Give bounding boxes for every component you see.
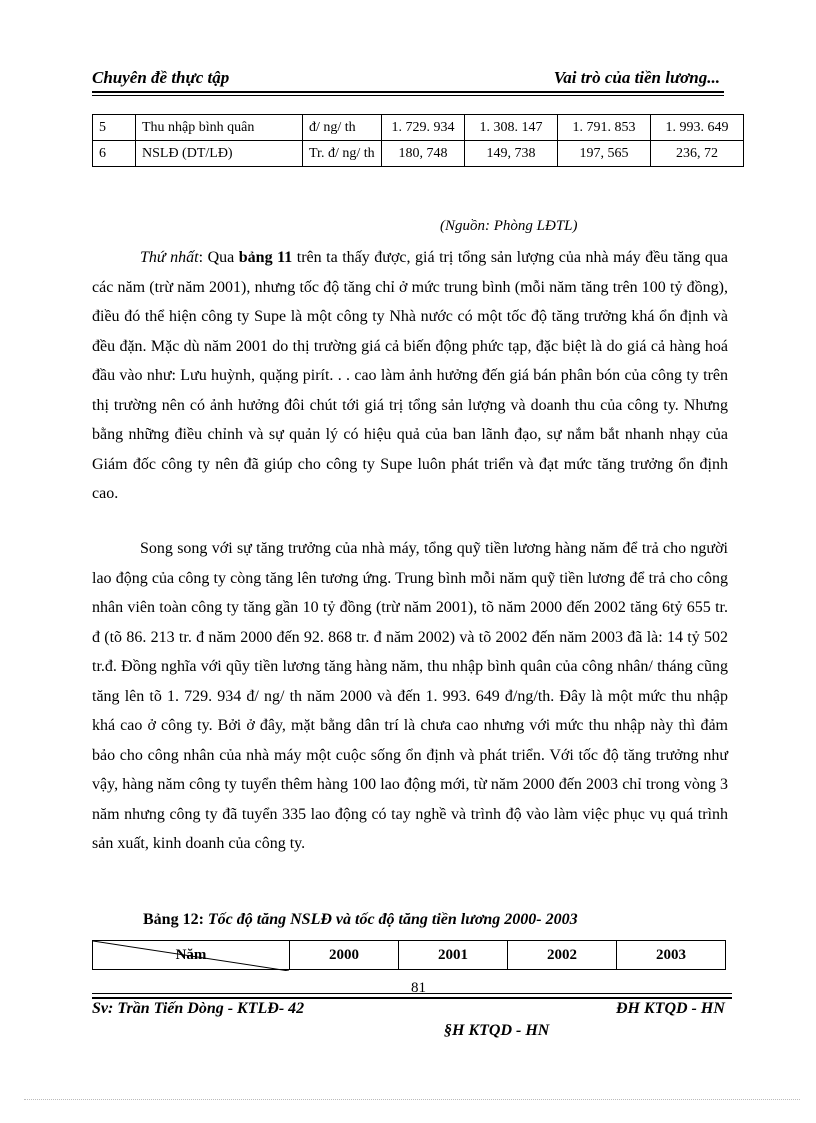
year-header: 2001 [399, 941, 508, 970]
caption-title: Tốc độ tăng NSLĐ và tốc độ tăng tiền lương 2000- 2003 [207, 911, 578, 928]
cell-2003: 1. 993. 649 [651, 115, 744, 141]
footer-school-glyph: §H KTQD - HN [444, 1022, 550, 1039]
paragraph-2: Song song với sự tăng trưởng của nhà máy, tổng quỹ tiền lương hàng năm để trả cho người lao động của công ty còng tăng lên tương ứng. Trung bình mỗi năm quỹ tiền lương để trả cho công nhân viên toàn công ty tăng gần 10 tỷ đồng (trừ năm 2001), tõ năm 2000 đến 2002 tăng 6tỷ 655 tr. đ (tõ 86. 213 tr. đ năm 2000 đến 92. 868 tr. đ năm 2002) và tõ 2002 đến năm 2003 đã là: 14 tỷ 502 tr.đ. Đồng nghĩa với qũy tiền lương tăng hàng năm, thu nhập bình quân của công nhân/ tháng cũng tăng lên tõ 1. 729. 934 đ/ ng/ th năm 2000 và đến 1. 993. 649 đ/ng/th. Đây là một mức thu nhập khá cao ở công ty. Bởi ở đây, mặt bằng dân trí là chưa cao nhưng với mức thu nhập này thì đảm bảo cho công nhân của nhà máy một cuộc sống ổn định và phát triển. Với tốc độ tăng trưởng như vậy, hàng năm công ty tuyển thêm hàng 100 lao động mới, từ năm 2000 đến 2003 chỉ trong vòng 3 năm nhưng công ty đã tuyển 335 lao động có tay nghề và trình độ vào làm việc phục vụ quá trình sản xuất, kinh doanh của công ty. [92, 540, 728, 852]
table-source: (Nguồn: Phòng LĐTL) [440, 218, 578, 234]
para1-table-ref: bảng 11 [238, 249, 293, 266]
cell-2000: 180, 748 [382, 141, 465, 167]
cell-2000: 1. 729. 934 [382, 115, 465, 141]
cell-2001: 1. 308. 147 [465, 115, 558, 141]
para1-colon: : Qua [198, 249, 239, 266]
page-header [92, 62, 720, 92]
page-edge-guide [24, 1099, 800, 1100]
row-unit: đ/ ng/ th [303, 115, 382, 141]
footer-author: Sv: Trần Tiến Dòng - KTLĐ- 42 [92, 1000, 305, 1017]
cell-2002: 1. 791. 853 [558, 115, 651, 141]
table-row [93, 115, 744, 141]
row-indicator: NSLĐ (DT/LĐ) [136, 141, 303, 167]
corner-label: Năm [175, 946, 207, 963]
caption-label: Bảng 12: [143, 911, 204, 928]
row-indicator: Thu nhập bình quân [136, 115, 303, 141]
footer-rule [92, 997, 732, 999]
table-12 [92, 940, 726, 970]
year-header: 2003 [617, 941, 726, 970]
footer-rule [92, 993, 732, 994]
cell-2002: 197, 565 [558, 141, 651, 167]
year-header: 2002 [508, 941, 617, 970]
header-doc-title: Vai trò của tiền lương... [553, 68, 720, 87]
para1-body: trên ta thấy được, giá trị tổng sản lượng của nhà máy đều tăng qua các năm (trừ năm 2001), nhưng tốc độ tăng chỉ ở mức trung bình (mỗi năm tăng trên 100 tỷ đồng), điều đó thể hiện công ty Supe là một công ty Nhà nước có một tốc độ tăng trưởng khá ổn định và đều đặn. Mặc dù năm 2001 do thị trường giá cả biến động phức tạp, đặc biệt là do giá cả hàng hoá đầu vào như: Lưu huỳnh, quặng pirít. . . cao làm ảnh hưởng đến giá bán phân bón của công ty trên thị trường nên có ảnh hưởng đôi chút tới giá trị tổng sản lượng và doanh thu của công ty. Nhưng bằng những điều chỉnh và sự quản lý có hiệu quả của ban lãnh đạo, sự nắm bắt nhanh nhạy của Giám đốc công ty nên đã giúp cho công ty Supe luôn phát triển và đạt mức tăng trưởng ổn định cao. [92, 249, 729, 502]
header-rule [92, 91, 724, 93]
table-header-row [93, 941, 726, 970]
cell-2001: 149, 738 [465, 141, 558, 167]
paragraph-1 [92, 243, 728, 509]
row-unit: Tr. đ/ ng/ th [303, 141, 382, 167]
table-11-continued [92, 114, 744, 167]
header-rule [92, 95, 724, 96]
cell-2003: 236, 72 [651, 141, 744, 167]
footer-school: ĐH KTQD - HN [616, 1000, 725, 1017]
header-doc-type: Chuyên đề thực tập [92, 68, 230, 87]
year-header: 2000 [290, 941, 399, 970]
para1-lead: Thứ nhất [140, 249, 199, 266]
row-number: 6 [93, 141, 136, 167]
table-12-caption [143, 911, 578, 929]
table-row [93, 141, 744, 167]
row-number: 5 [93, 115, 136, 141]
corner-cell [93, 941, 290, 970]
page-number: 81 [411, 980, 426, 996]
